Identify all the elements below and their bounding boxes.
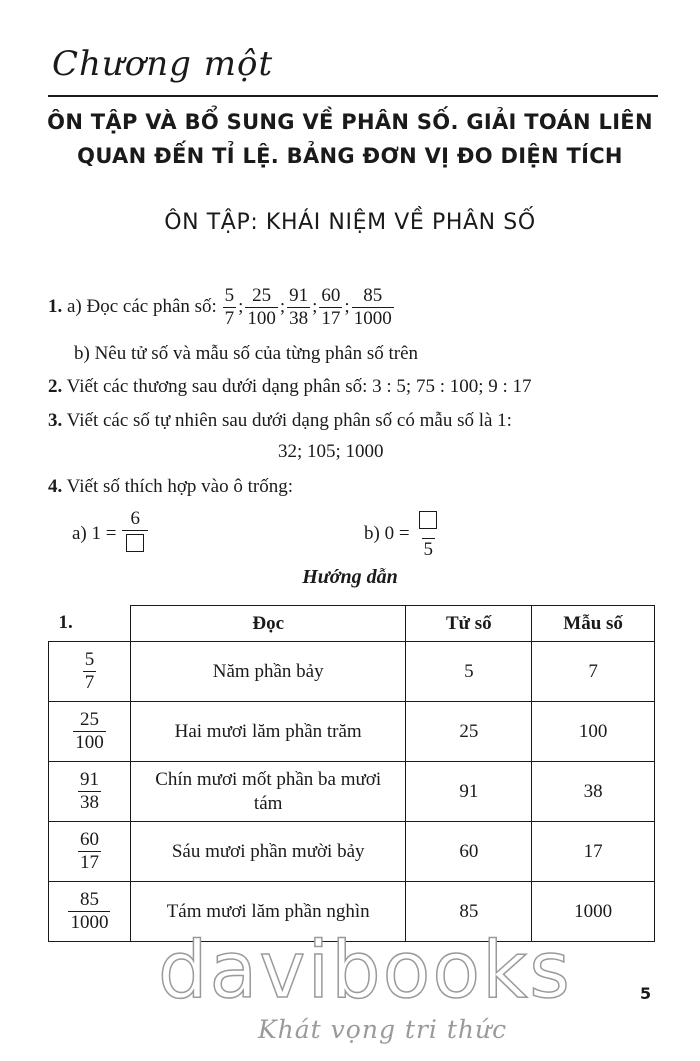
fraction-5-7 — [223, 285, 237, 330]
exercise-4a-label: a) 1 = — [72, 522, 117, 544]
fraction-cell — [49, 702, 131, 762]
row-fraction-denominator: 1000 — [70, 912, 109, 933]
exercise-1a-text: a) Đọc các phân số: — [67, 295, 217, 317]
row-fraction — [78, 769, 101, 814]
numerator-cell: 5 — [406, 642, 532, 702]
exercise-3-number: 3. — [48, 410, 63, 431]
row-fraction-denominator: 100 — [75, 732, 104, 753]
fraction-separator: ; — [279, 295, 286, 317]
fraction-60-17 — [319, 285, 342, 330]
reading-cell: Hai mươi lăm phần trăm — [130, 702, 406, 762]
exercise-4b-denominator: 5 — [423, 539, 434, 560]
answer-row — [49, 642, 655, 702]
exercise-2-number: 2. — [48, 376, 63, 397]
header-read: Đọc — [130, 606, 406, 642]
row-fraction — [83, 649, 97, 694]
exercise-4a-fraction — [122, 508, 148, 561]
fraction-separator: ; — [312, 295, 318, 317]
answer-table — [48, 605, 655, 942]
exercise-3-values: 32; 105; 1000 — [278, 441, 384, 462]
fraction-denominator: 38 — [289, 308, 309, 329]
answer-row — [49, 702, 655, 762]
header-index: 1. — [49, 606, 131, 642]
fraction-denominator: 7 — [224, 308, 235, 329]
fraction-85-1000 — [352, 285, 394, 330]
denominator-cell: 100 — [532, 702, 655, 762]
fraction-numerator: 25 — [252, 285, 272, 306]
fraction-cell — [49, 882, 131, 942]
exercise-1b-text: b) Nêu tử số và mẫu số của từng phân số trên — [74, 343, 419, 364]
row-fraction-numerator: 60 — [79, 829, 99, 850]
numerator-cell: 60 — [406, 822, 532, 882]
fraction-separator: ; — [344, 295, 350, 317]
numerator-cell: 25 — [406, 702, 532, 762]
reading-cell: Sáu mươi phần mười bảy — [130, 822, 406, 882]
answer-table-header-row — [49, 606, 655, 642]
watermark-tagline: Khát vọng tri thức — [258, 1015, 508, 1044]
reading-cell: Năm phần bảy — [130, 642, 406, 702]
denominator-cell: 17 — [532, 822, 655, 882]
row-fraction — [78, 829, 101, 874]
row-fraction-denominator: 38 — [79, 792, 99, 813]
exercise-4-text: Viết số thích hợp vào ô trống: — [66, 476, 293, 497]
row-fraction — [68, 889, 110, 934]
denominator-cell: 7 — [532, 642, 655, 702]
exercise-1-fraction-list — [222, 285, 395, 329]
fraction-denominator: 17 — [321, 308, 341, 329]
row-fraction-numerator: 25 — [79, 709, 99, 730]
exercise-3-text: Viết các số tự nhiên sau dưới dạng phân số có mẫu số là 1: — [66, 410, 512, 431]
exercise-2-text: Viết các thương sau dưới dạng phân số: 3 : 5; 75 : 100; 9 : 17 — [66, 376, 532, 397]
row-fraction-denominator: 7 — [84, 672, 95, 693]
denominator-cell: 38 — [532, 762, 655, 822]
exercise-4 — [48, 476, 293, 498]
watermark-brand: davibooks — [158, 926, 572, 1016]
exercise-4b-label: b) 0 = — [364, 522, 410, 544]
row-fraction-denominator: 17 — [79, 852, 99, 873]
guide-heading: Hướng dẫn — [302, 566, 398, 588]
denominator-cell: 1000 — [532, 882, 655, 942]
exercise-1-number: 1. — [48, 295, 63, 317]
fraction-separator: ; — [238, 295, 244, 317]
header-numerator: Tử số — [406, 606, 532, 642]
chapter-rule — [48, 95, 658, 97]
fraction-numerator: 85 — [363, 285, 383, 306]
chapter-heading: Chương một — [52, 44, 274, 84]
exercise-4b-fraction — [415, 508, 441, 561]
blank-box — [419, 511, 437, 529]
fraction-numerator: 5 — [224, 285, 235, 306]
section-subtitle: ÔN TẬP: KHÁI NIỆM VỀ PHÂN SỐ — [164, 210, 536, 235]
row-fraction — [73, 709, 106, 754]
fraction-numerator: 91 — [289, 285, 309, 306]
exercise-2 — [48, 376, 532, 398]
blank-box — [126, 534, 144, 552]
fraction-25-100 — [245, 285, 278, 330]
fraction-cell — [49, 762, 131, 822]
exercise-4a — [72, 508, 149, 561]
exercise-4a-denominator — [122, 530, 148, 561]
fraction-numerator: 60 — [321, 285, 341, 306]
row-fraction-numerator: 5 — [84, 649, 95, 670]
row-fraction-numerator: 91 — [79, 769, 99, 790]
exercise-1a — [48, 285, 395, 330]
exercise-4a-numerator: 6 — [130, 508, 140, 529]
page-number: 5 — [640, 984, 652, 1003]
exercise-4b — [364, 508, 442, 561]
numerator-cell: 91 — [406, 762, 532, 822]
row-fraction-numerator: 85 — [79, 889, 99, 910]
fraction-91-38 — [287, 285, 310, 330]
fraction-denominator: 100 — [247, 308, 276, 329]
fraction-cell — [49, 642, 131, 702]
chapter-title-line-2: QUAN ĐẾN TỈ LỆ. BẢNG ĐƠN VỊ ĐO DIỆN TÍCH — [77, 144, 623, 168]
fraction-denominator: 1000 — [353, 308, 392, 329]
header-denominator: Mẫu số — [532, 606, 655, 642]
chapter-title-line-1: ÔN TẬP VÀ BỔ SUNG VỀ PHÂN SỐ. GIẢI TOÁN LIÊN — [47, 110, 653, 134]
exercise-3 — [48, 410, 512, 432]
reading-cell: Tám mươi lăm phần nghìn — [130, 882, 406, 942]
answer-row — [49, 762, 655, 822]
exercise-4b-numerator — [415, 508, 441, 538]
exercise-4-number: 4. — [48, 476, 63, 497]
reading-cell: Chín mươi mốt phần ba mươi tám — [130, 762, 406, 822]
fraction-cell — [49, 822, 131, 882]
numerator-cell: 85 — [406, 882, 532, 942]
answer-row — [49, 822, 655, 882]
